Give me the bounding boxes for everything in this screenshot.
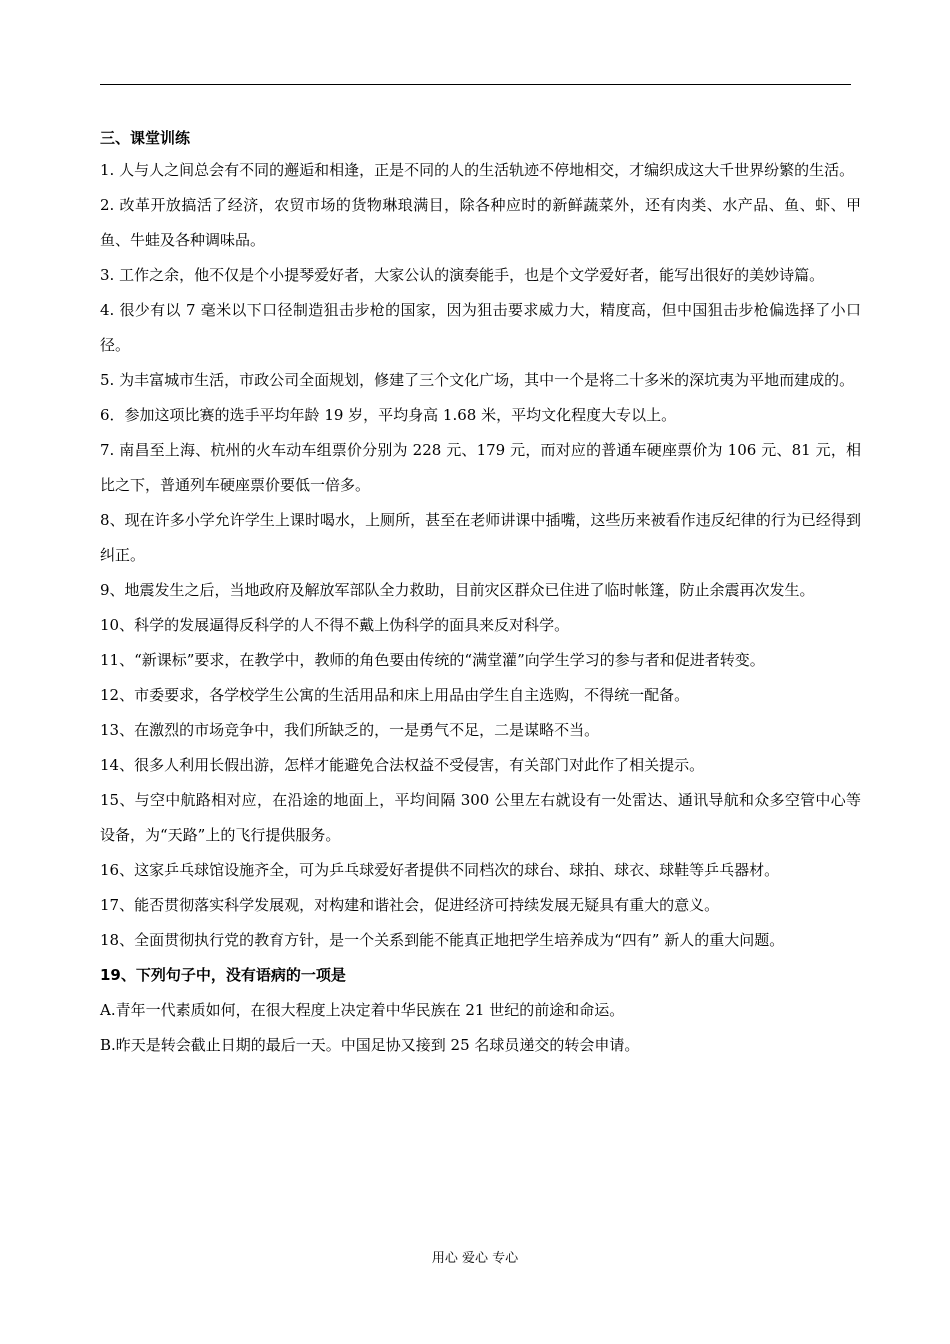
exercise-item: 1. 人与人之间总会有不同的邂逅和相逢，正是不同的人的生活轨迹不停地相交，才编织成这大千世界纷繁的生活。: [100, 161, 855, 179]
exercise-item: 4. 很少有以 7 毫米以下口径制造狙击步枪的国家，因为狙击要求威力大，精度高，但中国狙击步枪偏选择了小口径。: [100, 301, 861, 354]
question-19-title: 19、下列句子中，没有语病的一项是: [100, 966, 346, 984]
header-rule: [100, 84, 851, 85]
exercise-item: 13、在激烈的市场竞争中，我们所缺乏的，一是勇气不足，二是谋略不当。: [100, 721, 600, 739]
exercise-item: 11、“新课标”要求，在教学中，教师的角色要由传统的“满堂灌”向学生学习的参与者和促进者转变。: [100, 651, 765, 669]
content-body: [100, 153, 861, 1063]
exercise-item: 8、现在许多小学允许学生上课时喝水，上厕所，甚至在老师讲课中插嘴，这些历来被看作违反纪律的行为已经得到纠正。: [100, 511, 861, 564]
exercise-item: 10、科学的发展逼得反科学的人不得不戴上伪科学的面具来反对科学。: [100, 616, 570, 634]
exercise-item: 2. 改革开放搞活了经济，农贸市场的货物琳琅满目，除各种应时的新鲜蔬菜外，还有肉类、水产品、鱼、虾、甲鱼、牛蛙及各种调味品。: [100, 196, 861, 249]
exercise-item: 6．参加这项比赛的选手平均年龄 19 岁，平均身高 1.68 米，平均文化程度大专以上。: [100, 406, 677, 424]
exercise-item: 9、地震发生之后，当地政府及解放军部队全力救助，目前灾区群众已住进了临时帐篷，防止余震再次发生。: [100, 581, 815, 599]
option-a: A.青年一代素质如何，在很大程度上决定着中华民族在 21 世纪的前途和命运。: [100, 1001, 625, 1019]
exercise-item: 5. 为丰富城市生活，市政公司全面规划，修建了三个文化广场，其中一个是将二十多米的深坑夷为平地而建成的。: [100, 371, 855, 389]
section-title: 三、课堂训练: [100, 129, 191, 147]
option-b: B.昨天是转会截止日期的最后一天。中国足协又接到 25 名球员递交的转会申请。: [100, 1036, 640, 1054]
exercise-item: 15、与空中航路相对应，在沿途的地面上，平均间隔 300 公里左右就设有一处雷达、通讯导航和众多空管中心等设备，为“天路”上的飞行提供服务。: [100, 791, 861, 844]
exercise-item: 7. 南昌至上海、杭州的火车动车组票价分别为 228 元、179 元，而对应的普通车硬座票价为 106 元、81 元，相比之下，普通列车硬座票价要低一倍多。: [100, 441, 861, 494]
page-footer: 用心 爱心 专心: [431, 1251, 519, 1266]
exercise-item: 12、市委要求，各学校学生公寓的生活用品和床上用品由学生自主选购，不得统一配备。: [100, 686, 690, 704]
exercise-item: 3. 工作之余，他不仅是个小提琴爱好者，大家公认的演奏能手，也是个文学爱好者，能写出很好的美妙诗篇。: [100, 266, 825, 284]
exercise-item: 18、全面贯彻执行党的教育方针，是一个关系到能不能真正地把学生培养成为“四有” 新人的重大问题。: [100, 931, 785, 949]
exercise-item: 14、很多人利用长假出游，怎样才能避免合法权益不受侵害，有关部门对此作了相关提示。: [100, 756, 705, 774]
exercise-item: 16、这家乒乓球馆设施齐全，可为乒乓球爱好者提供不同档次的球台、球拍、球衣、球鞋等乒乓器材。: [100, 861, 780, 879]
exercise-item: 17、能否贯彻落实科学发展观，对构建和谐社会，促进经济可持续发展无疑具有重大的意义。: [100, 896, 720, 914]
